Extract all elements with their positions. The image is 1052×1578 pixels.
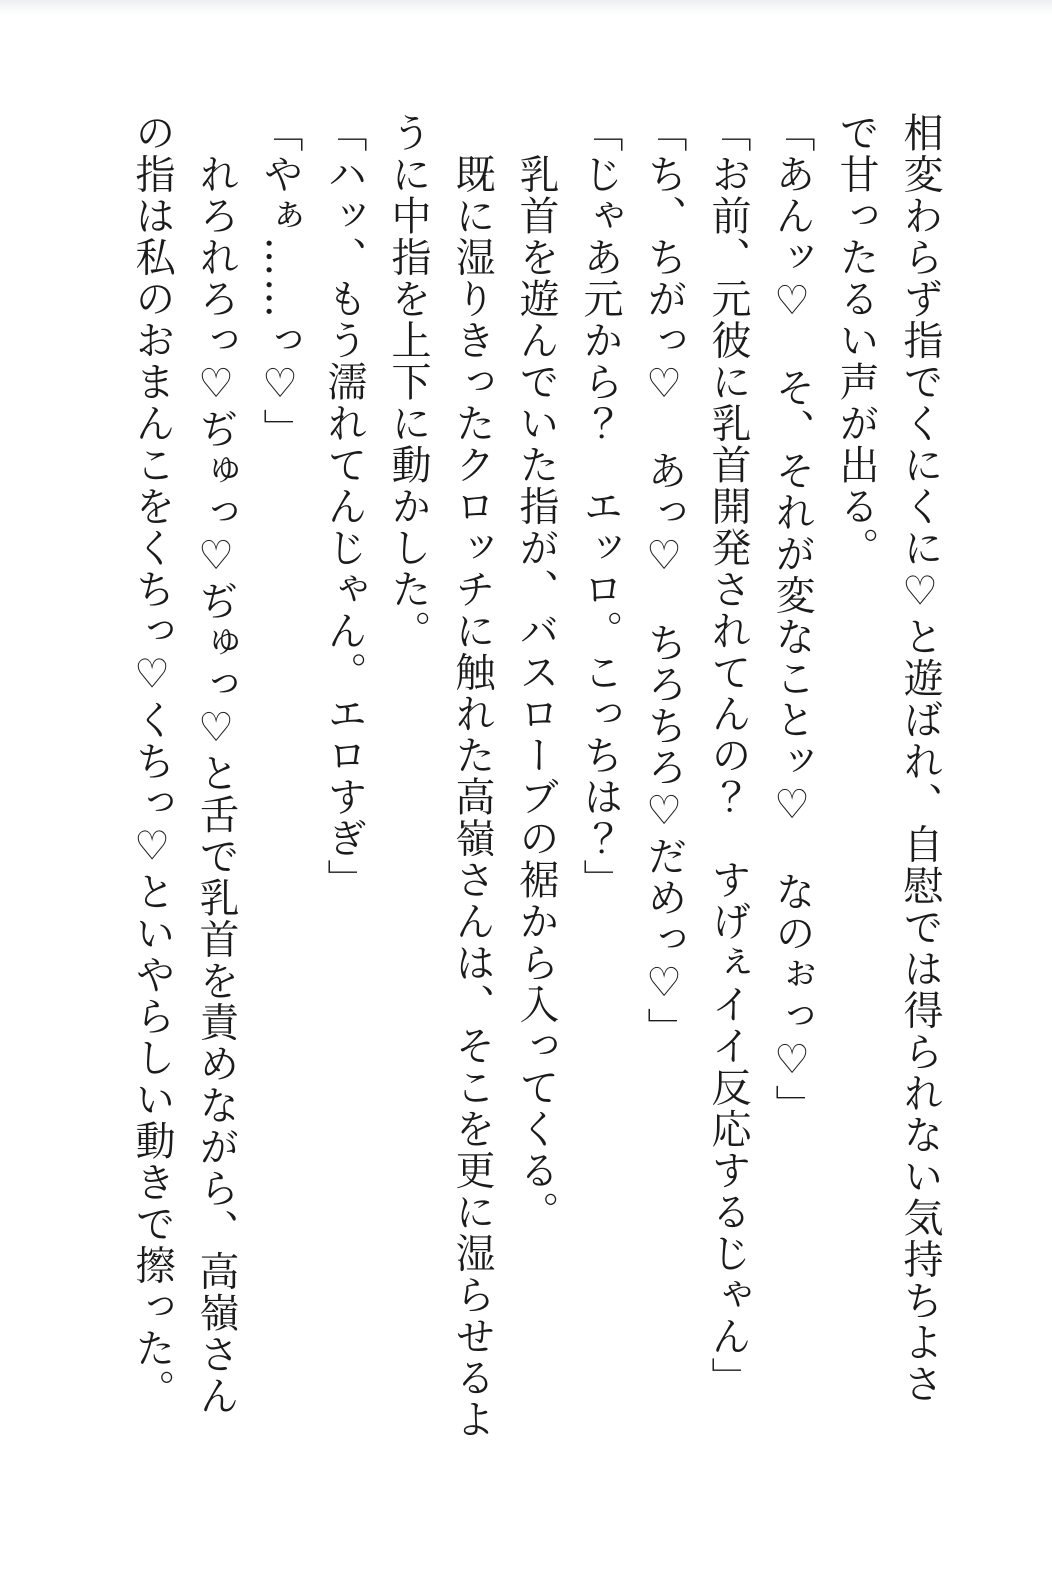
paragraph: 既に湿りきったクロッチに触れた高嶺さんは、そこを更に湿らせるように中指を上下に動かした。 bbox=[385, 112, 495, 1440]
paragraph: 「お前、元彼に乳首開発されてんの？ すげぇイイ反応するじゃん」 bbox=[705, 112, 751, 1399]
paragraph: 「あんッ♡ そ、それが変なことッ♡ なのぉっ♡」 bbox=[769, 112, 815, 1126]
paragraph: 「ち、ちがっ♡ あっ♡ ちろちろ♡だめっ♡」 bbox=[641, 112, 687, 1049]
paragraph: 「ハッ、もう濡れてんじゃん。エロすぎ」 bbox=[321, 112, 367, 901]
page-top-shadow bbox=[0, 0, 1052, 16]
novel-text-area bbox=[120, 112, 952, 1444]
paragraph: 相変わらず指でくにくに♡と遊ばれ、自慰では得られない気持ちよさで甘ったるい声が出る。 bbox=[833, 112, 943, 1405]
paragraph: 乳首を遊んでいた指が、バスローブの裾から入ってくる。 bbox=[513, 112, 559, 1233]
paragraph: 「じゃあ元から？ エッロ。こっちは？」 bbox=[577, 112, 623, 901]
paragraph: れろれろっ♡ぢゅっ♡ぢゅっ♡と舌で乳首を責めながら、高嶺さんの指は私のおまんこをくちっ♡くちっ♡といやらしい動きで擦った。 bbox=[129, 112, 239, 1417]
paragraph: 「やぁ……っ♡」 bbox=[257, 112, 303, 450]
